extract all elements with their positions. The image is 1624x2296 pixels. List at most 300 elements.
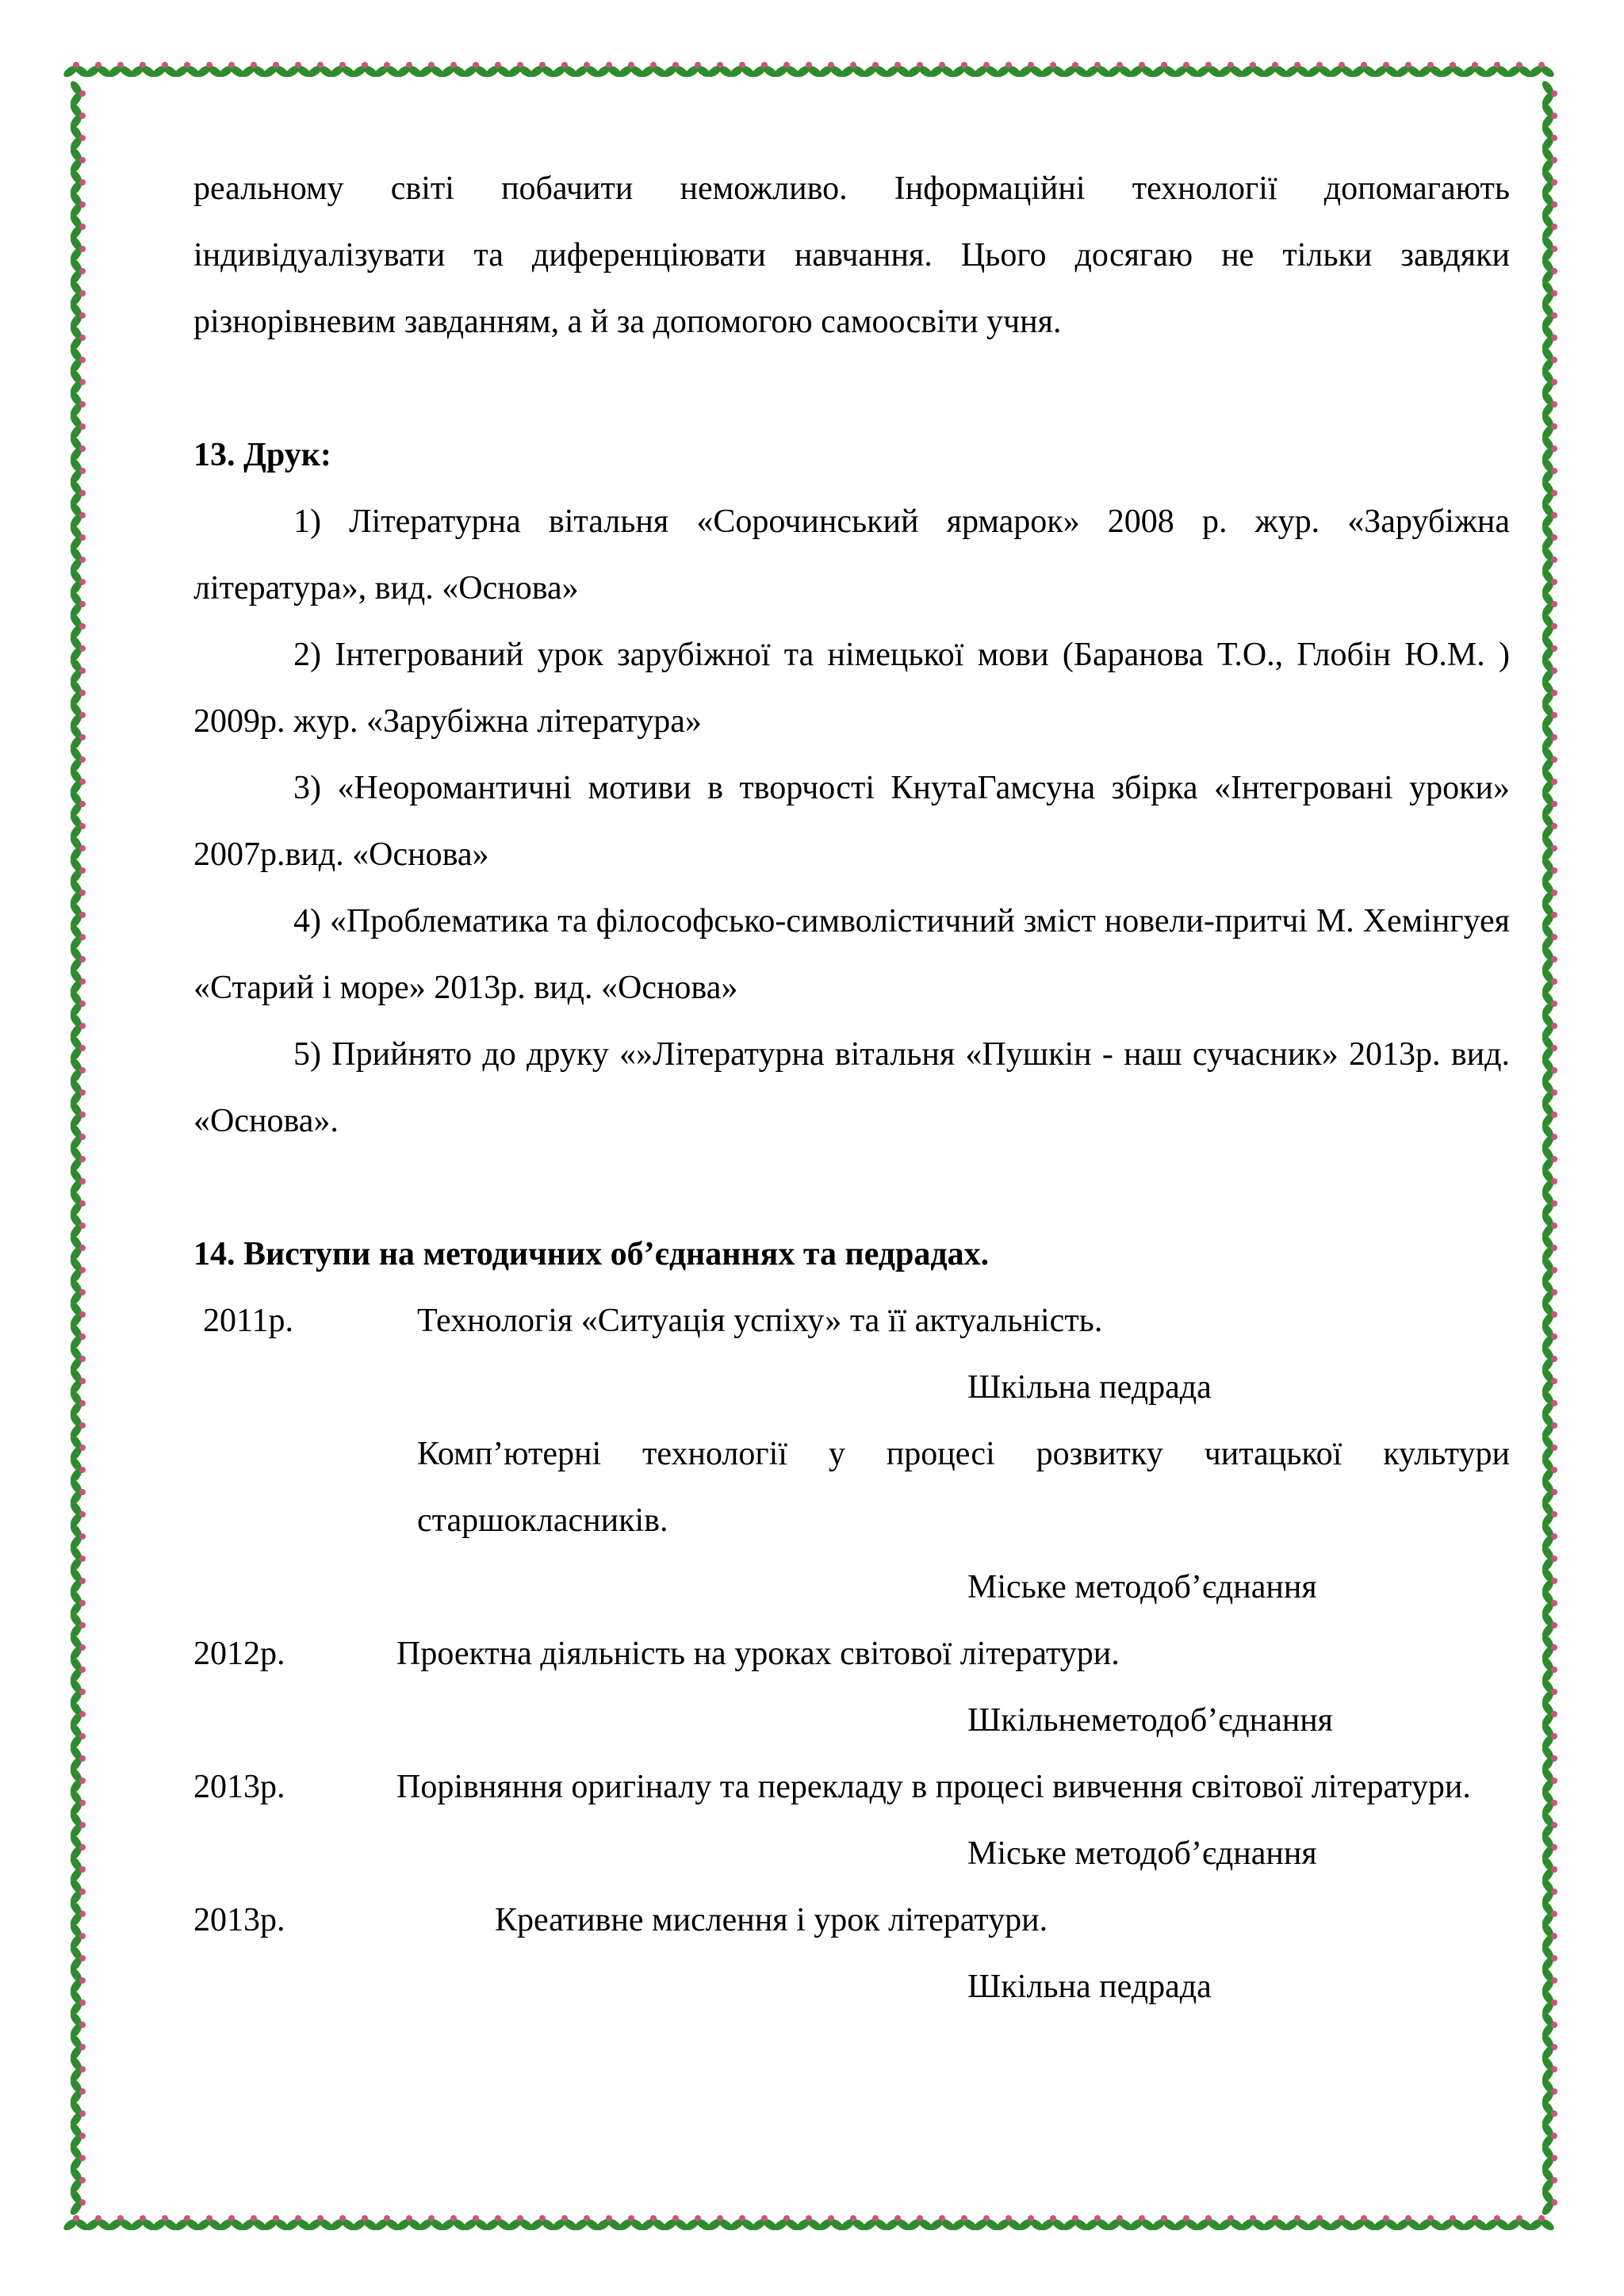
holly-leaf-icon [1540, 1811, 1557, 1839]
holly-leaf-icon [1540, 568, 1557, 596]
holly-leaf-icon [68, 1167, 86, 1196]
holly-leaf-icon [1283, 2215, 1312, 2233]
holly-leaf-icon [1416, 2215, 1445, 2233]
holly-leaf-icon [994, 62, 1023, 79]
holly-leaf-icon [1540, 878, 1557, 907]
holly-leaf-icon [1540, 1633, 1557, 1662]
holly-leaf-icon [68, 1744, 86, 1773]
holly-leaf-icon [528, 2215, 557, 2233]
holly-leaf-icon [1540, 2122, 1557, 2150]
holly-leaf-icon [1394, 2215, 1423, 2233]
holly-leaf-icon [68, 856, 86, 885]
holly-leaf-icon [68, 1500, 86, 1529]
holly-leaf-icon [68, 878, 86, 907]
holly-leaf-icon [68, 1944, 86, 1973]
talk-title: Технологія «Ситуація успіху» та її актуальність. [417, 1303, 1103, 1339]
holly-leaf-icon [617, 2215, 645, 2233]
holly-leaf-icon [1483, 2215, 1511, 2233]
holly-leaf-icon [1540, 523, 1557, 552]
holly-leaf-icon [484, 62, 512, 79]
holly-leaf-icon [883, 2215, 912, 2233]
holly-leaf-icon [306, 62, 335, 79]
holly-leaf-icon [1105, 2215, 1134, 2233]
holly-leaf-icon [573, 2215, 601, 2233]
holly-leaf-icon [728, 62, 756, 79]
holly-leaf-icon [772, 62, 801, 79]
holly-leaf-icon [68, 1456, 86, 1484]
holly-leaf-icon [1540, 1678, 1557, 1706]
holly-leaf-icon [839, 62, 868, 79]
holly-leaf-icon [1083, 2215, 1112, 2233]
holly-leaf-icon [1540, 901, 1557, 929]
holly-leaf-icon [68, 2166, 86, 2195]
holly-leaf-icon [1150, 62, 1178, 79]
holly-leaf-icon [173, 62, 201, 79]
holly-leaf-icon [68, 1766, 86, 1795]
holly-leaf-icon [550, 62, 579, 79]
holly-leaf-icon [506, 62, 534, 79]
holly-leaf-icon [684, 2215, 712, 2233]
border-left [68, 79, 86, 2217]
holly-leaf-icon [972, 2215, 1001, 2233]
holly-leaf-icon [1327, 62, 1356, 79]
holly-leaf-icon [68, 701, 86, 729]
border-bottom [62, 2215, 1556, 2233]
holly-leaf-icon [68, 1322, 86, 1351]
talk-venue: Шкільна педрада [967, 1969, 1212, 2005]
holly-leaf-icon [1540, 1322, 1557, 1351]
holly-leaf-icon [68, 1256, 86, 1284]
holly-leaf-icon [1540, 967, 1557, 996]
holly-leaf-icon [817, 2215, 845, 2233]
spacer [193, 355, 1510, 422]
holly-leaf-icon [1216, 62, 1245, 79]
holly-leaf-icon [151, 62, 179, 79]
holly-leaf-icon [1540, 590, 1557, 618]
holly-leaf-icon [68, 612, 86, 641]
talk-year: 2012р. [193, 1636, 285, 1672]
holly-leaf-icon [284, 2215, 312, 2233]
holly-leaf-icon [68, 1611, 86, 1640]
holly-leaf-icon [328, 62, 357, 79]
holly-leaf-icon [639, 62, 668, 79]
holly-leaf-icon [84, 2215, 113, 2233]
holly-leaf-icon [68, 945, 86, 974]
holly-leaf-icon [68, 390, 86, 419]
holly-leaf-icon [1540, 1611, 1557, 1640]
holly-leaf-icon [1540, 1522, 1557, 1551]
holly-leaf-icon [68, 745, 86, 774]
holly-leaf-icon [1540, 2099, 1557, 2128]
holly-leaf-icon [1540, 834, 1557, 863]
holly-leaf-icon [68, 767, 86, 796]
holly-leaf-icon [906, 2215, 934, 2233]
holly-leaf-icon [417, 2215, 446, 2233]
holly-leaf-icon [1372, 62, 1400, 79]
holly-leaf-icon [1540, 124, 1557, 152]
holly-leaf-icon [84, 62, 113, 79]
holly-leaf-icon [1540, 1411, 1557, 1440]
holly-leaf-icon [68, 1367, 86, 1395]
holly-leaf-icon [1540, 745, 1557, 774]
holly-leaf-icon [728, 2215, 756, 2233]
border-right [1540, 79, 1557, 2217]
holly-leaf-icon [106, 2215, 135, 2233]
talk-title: Креативне мислення і урок літератури. [495, 1902, 1048, 1938]
holly-leaf-icon [68, 457, 86, 485]
holly-leaf-icon [1216, 2215, 1245, 2233]
holly-leaf-icon [1540, 1234, 1557, 1262]
talk-year: 2013р. [193, 1902, 285, 1938]
holly-leaf-icon [1540, 856, 1557, 885]
holly-leaf-icon [1540, 1478, 1557, 1506]
holly-leaf-icon [1540, 434, 1557, 463]
holly-leaf-icon [1540, 2033, 1557, 2061]
holly-leaf-icon [1128, 62, 1156, 79]
holly-leaf-icon [395, 62, 423, 79]
holly-leaf-icon [68, 2077, 86, 2106]
publication-item-2: 2) Інтегрований урок зарубіжної та німецької мови (Баранова Т.О., Глобін Ю.М. ) 2009р. жур. «Зарубіжна література» [193, 637, 1510, 740]
holly-leaf-icon [1540, 101, 1557, 130]
holly-leaf-icon [1540, 1078, 1557, 1107]
holly-leaf-icon [68, 1789, 86, 1817]
holly-leaf-icon [1039, 2215, 1067, 2233]
holly-leaf-icon [1540, 656, 1557, 685]
holly-leaf-icon [128, 62, 157, 79]
holly-leaf-icon [1540, 2144, 1557, 2172]
holly-leaf-icon [68, 412, 86, 441]
holly-leaf-icon [1540, 212, 1557, 241]
holly-leaf-icon [62, 62, 90, 79]
holly-leaf-icon [661, 62, 690, 79]
holly-leaf-icon [68, 1100, 86, 1129]
holly-leaf-icon [750, 2215, 779, 2233]
talk-year: 2011р. [203, 1303, 293, 1339]
talk-venue: Міське методоб’єднання [967, 1569, 1317, 1605]
holly-leaf-icon [1540, 501, 1557, 530]
holly-leaf-icon [68, 1012, 86, 1040]
holly-leaf-icon [68, 101, 86, 130]
talk-entry-3 [193, 1621, 1510, 1687]
holly-leaf-icon [68, 901, 86, 929]
holly-leaf-icon [68, 834, 86, 863]
holly-leaf-icon [68, 1411, 86, 1440]
holly-leaf-icon [128, 2215, 157, 2233]
holly-leaf-icon [861, 2215, 890, 2233]
holly-leaf-icon [839, 2215, 868, 2233]
holly-leaf-icon [68, 1900, 86, 1928]
holly-leaf-icon [68, 812, 86, 840]
holly-leaf-icon [195, 62, 224, 79]
holly-leaf-icon [68, 1833, 86, 1862]
holly-leaf-icon [1461, 2215, 1489, 2233]
talk-venue: Шкільна педрада [967, 1369, 1212, 1406]
holly-leaf-icon [1394, 62, 1423, 79]
holly-leaf-icon [1239, 62, 1267, 79]
holly-leaf-icon [1540, 989, 1557, 1018]
holly-leaf-icon [1505, 62, 1534, 79]
holly-leaf-icon [262, 62, 290, 79]
holly-leaf-icon [106, 62, 135, 79]
holly-leaf-icon [1540, 679, 1557, 707]
holly-leaf-icon [1540, 1345, 1557, 1373]
spacer [193, 1154, 1510, 1221]
holly-leaf-icon [1540, 1012, 1557, 1040]
holly-leaf-icon [68, 1145, 86, 1173]
holly-leaf-icon [1540, 701, 1557, 729]
holly-leaf-icon [617, 62, 645, 79]
holly-leaf-icon [1540, 1655, 1557, 1684]
holly-leaf-icon [68, 1567, 86, 1595]
holly-leaf-icon [1540, 923, 1557, 951]
talk-entry-4 [193, 1754, 1510, 1820]
intro-paragraph: реальному світі побачити неможливо. Інформаційні технології допомагають індивідуалізувати та диференціювати навчання. Цього досягаю не тільки завдяки різнорівневим завданням, а й за допомогою самоосвіти учня. [193, 170, 1510, 340]
holly-leaf-icon [1540, 1988, 1557, 2017]
holly-leaf-icon [1540, 634, 1557, 663]
holly-leaf-icon [68, 1877, 86, 1906]
holly-leaf-icon [1327, 2215, 1356, 2233]
holly-leaf-icon [1105, 62, 1134, 79]
holly-leaf-icon [706, 62, 734, 79]
holly-leaf-icon [1527, 62, 1556, 79]
holly-leaf-icon [1540, 368, 1557, 396]
holly-leaf-icon [1540, 1100, 1557, 1129]
holly-leaf-icon [68, 1034, 86, 1062]
holly-leaf-icon [68, 1589, 86, 1617]
holly-leaf-icon [68, 568, 86, 596]
holly-leaf-icon [68, 2011, 86, 2039]
holly-leaf-icon [417, 62, 446, 79]
holly-leaf-icon [439, 62, 468, 79]
holly-leaf-icon [1540, 1900, 1557, 1928]
holly-leaf-icon [195, 2215, 224, 2233]
holly-leaf-icon [928, 2215, 956, 2233]
holly-leaf-icon [550, 2215, 579, 2233]
holly-leaf-icon [1540, 1034, 1557, 1062]
holly-leaf-icon [68, 634, 86, 663]
holly-leaf-icon [1540, 1167, 1557, 1196]
talk-entry-5 [193, 1887, 1510, 1954]
holly-leaf-icon [484, 2215, 512, 2233]
holly-leaf-icon [68, 1722, 86, 1751]
holly-leaf-icon [68, 1544, 86, 1573]
holly-leaf-icon [750, 62, 779, 79]
holly-leaf-icon [68, 124, 86, 152]
holly-leaf-icon [595, 2215, 623, 2233]
holly-leaf-icon [68, 923, 86, 951]
holly-leaf-icon [1540, 1278, 1557, 1307]
holly-leaf-icon [68, 1633, 86, 1662]
holly-leaf-icon [68, 168, 86, 197]
holly-leaf-icon [1416, 62, 1445, 79]
holly-leaf-icon [1540, 1500, 1557, 1529]
holly-leaf-icon [239, 62, 268, 79]
holly-leaf-icon [1540, 346, 1557, 374]
holly-leaf-icon [68, 2188, 86, 2217]
holly-leaf-icon [68, 1189, 86, 1218]
holly-leaf-icon [1540, 2055, 1557, 2084]
holly-leaf-icon [906, 62, 934, 79]
holly-leaf-icon [1540, 2188, 1557, 2217]
holly-leaf-icon [350, 62, 379, 79]
holly-leaf-icon [928, 62, 956, 79]
holly-leaf-icon [639, 2215, 668, 2233]
holly-leaf-icon [1540, 479, 1557, 507]
holly-leaf-icon [1172, 62, 1201, 79]
holly-leaf-icon [1540, 1189, 1557, 1218]
holly-leaf-icon [395, 2215, 423, 2233]
holly-leaf-icon [795, 2215, 823, 2233]
holly-leaf-icon [439, 2215, 468, 2233]
holly-leaf-icon [1505, 2215, 1534, 2233]
holly-leaf-icon [1540, 1056, 1557, 1085]
holly-leaf-icon [1540, 79, 1557, 108]
holly-leaf-icon [68, 1211, 86, 1240]
holly-leaf-icon [68, 1123, 86, 1151]
holly-leaf-icon [1540, 279, 1557, 308]
holly-leaf-icon [1540, 323, 1557, 352]
holly-leaf-icon [62, 2215, 90, 2233]
holly-leaf-icon [68, 146, 86, 174]
holly-leaf-icon [68, 301, 86, 330]
holly-leaf-icon [68, 1278, 86, 1307]
holly-leaf-icon [972, 62, 1001, 79]
holly-leaf-icon [68, 257, 86, 285]
holly-leaf-icon [1540, 1433, 1557, 1462]
holly-leaf-icon [1540, 1766, 1557, 1795]
holly-leaf-icon [1461, 62, 1489, 79]
holly-leaf-icon [950, 2215, 979, 2233]
holly-leaf-icon [1194, 2215, 1223, 2233]
holly-leaf-icon [68, 1811, 86, 1839]
holly-leaf-icon [1540, 1589, 1557, 1617]
holly-leaf-icon [1194, 62, 1223, 79]
holly-leaf-icon [1283, 62, 1312, 79]
holly-leaf-icon [68, 656, 86, 685]
holly-leaf-icon [68, 434, 86, 463]
holly-leaf-icon [706, 2215, 734, 2233]
border-top [62, 62, 1556, 79]
holly-leaf-icon [1438, 2215, 1467, 2233]
publication-item-1: 1) Літературна вітальня «Сорочинський ярмарок» 2008 р. жур. «Зарубіжна література», вид. «Основа» [193, 503, 1510, 607]
holly-leaf-icon [68, 1855, 86, 1884]
holly-leaf-icon [1540, 790, 1557, 818]
holly-leaf-icon [68, 1678, 86, 1706]
holly-leaf-icon [1128, 2215, 1156, 2233]
holly-leaf-icon [1540, 390, 1557, 419]
holly-leaf-icon [1540, 457, 1557, 485]
holly-leaf-icon [1372, 2215, 1400, 2233]
holly-leaf-icon [1540, 767, 1557, 796]
holly-leaf-icon [373, 2215, 401, 2233]
holly-leaf-icon [1350, 62, 1378, 79]
talk-entry-2 [193, 1421, 1510, 1554]
holly-leaf-icon [68, 545, 86, 574]
holly-leaf-icon [1540, 1789, 1557, 1817]
holly-leaf-icon [1540, 1300, 1557, 1329]
holly-leaf-icon [1540, 812, 1557, 840]
holly-leaf-icon [217, 62, 246, 79]
holly-leaf-icon [284, 62, 312, 79]
holly-leaf-icon [173, 2215, 201, 2233]
holly-leaf-icon [68, 479, 86, 507]
holly-leaf-icon [1540, 1367, 1557, 1395]
publication-item-4: 4) «Проблематика та філософсько-символістичний зміст новели-притчі М. Хемінгуея «Старий і море» 2013р. вид. «Основа» [193, 903, 1510, 1006]
document-body [193, 155, 1510, 2020]
holly-leaf-icon [684, 62, 712, 79]
holly-leaf-icon [1540, 1456, 1557, 1484]
holly-leaf-icon [68, 1389, 86, 1418]
holly-leaf-icon [1540, 545, 1557, 574]
holly-leaf-icon [373, 62, 401, 79]
holly-leaf-icon [68, 1078, 86, 1107]
holly-leaf-icon [1540, 612, 1557, 641]
holly-leaf-icon [1540, 1833, 1557, 1862]
holly-leaf-icon [68, 679, 86, 707]
talk-year [193, 1421, 417, 1554]
holly-leaf-icon [68, 79, 86, 108]
holly-leaf-icon [68, 235, 86, 263]
holly-leaf-icon [68, 212, 86, 241]
holly-leaf-icon [68, 2055, 86, 2084]
holly-leaf-icon [68, 501, 86, 530]
holly-leaf-icon [68, 323, 86, 352]
holly-leaf-icon [795, 62, 823, 79]
holly-leaf-icon [68, 723, 86, 752]
holly-leaf-icon [1150, 2215, 1178, 2233]
holly-leaf-icon [1540, 1123, 1557, 1151]
holly-leaf-icon [1261, 2215, 1289, 2233]
holly-leaf-icon [1540, 1744, 1557, 1773]
holly-leaf-icon [1305, 62, 1334, 79]
holly-leaf-icon [262, 2215, 290, 2233]
holly-leaf-icon [1540, 1544, 1557, 1573]
talk-title: Проектна діяльність на уроках світової літератури. [396, 1636, 1120, 1672]
holly-leaf-icon [661, 2215, 690, 2233]
section-13-heading: 13. Друк: [193, 437, 331, 473]
holly-leaf-icon [1017, 2215, 1045, 2233]
holly-leaf-icon [68, 790, 86, 818]
holly-leaf-icon [68, 1922, 86, 1950]
holly-leaf-icon [861, 62, 890, 79]
holly-leaf-icon [1540, 1722, 1557, 1751]
holly-leaf-icon [68, 1522, 86, 1551]
holly-leaf-icon [1540, 1922, 1557, 1950]
talk-year: 2013р. [193, 1769, 285, 1805]
holly-leaf-icon [1061, 62, 1090, 79]
holly-leaf-icon [1540, 1211, 1557, 1240]
holly-leaf-icon [68, 2033, 86, 2061]
holly-leaf-icon [68, 967, 86, 996]
talk-venue: Шкільнеметодоб’єднання [967, 1702, 1333, 1739]
holly-leaf-icon [1540, 2166, 1557, 2195]
holly-leaf-icon [1017, 62, 1045, 79]
holly-leaf-icon [1483, 62, 1511, 79]
holly-leaf-icon [994, 2215, 1023, 2233]
holly-leaf-icon [68, 1234, 86, 1262]
holly-leaf-icon [1061, 2215, 1090, 2233]
holly-leaf-icon [68, 1988, 86, 2017]
holly-leaf-icon [1540, 1256, 1557, 1284]
holly-leaf-icon [68, 368, 86, 396]
holly-leaf-icon [1540, 2011, 1557, 2039]
holly-leaf-icon [68, 1345, 86, 1373]
holly-leaf-icon [1540, 1966, 1557, 1995]
holly-leaf-icon [1540, 235, 1557, 263]
holly-leaf-icon [883, 62, 912, 79]
holly-leaf-icon [1305, 2215, 1334, 2233]
publication-item-3: 3) «Неоромантичні мотиви в творчості КнутаГамсуна збірка «Інтегровані уроки» 2007р.вид. «Основа» [193, 770, 1510, 873]
